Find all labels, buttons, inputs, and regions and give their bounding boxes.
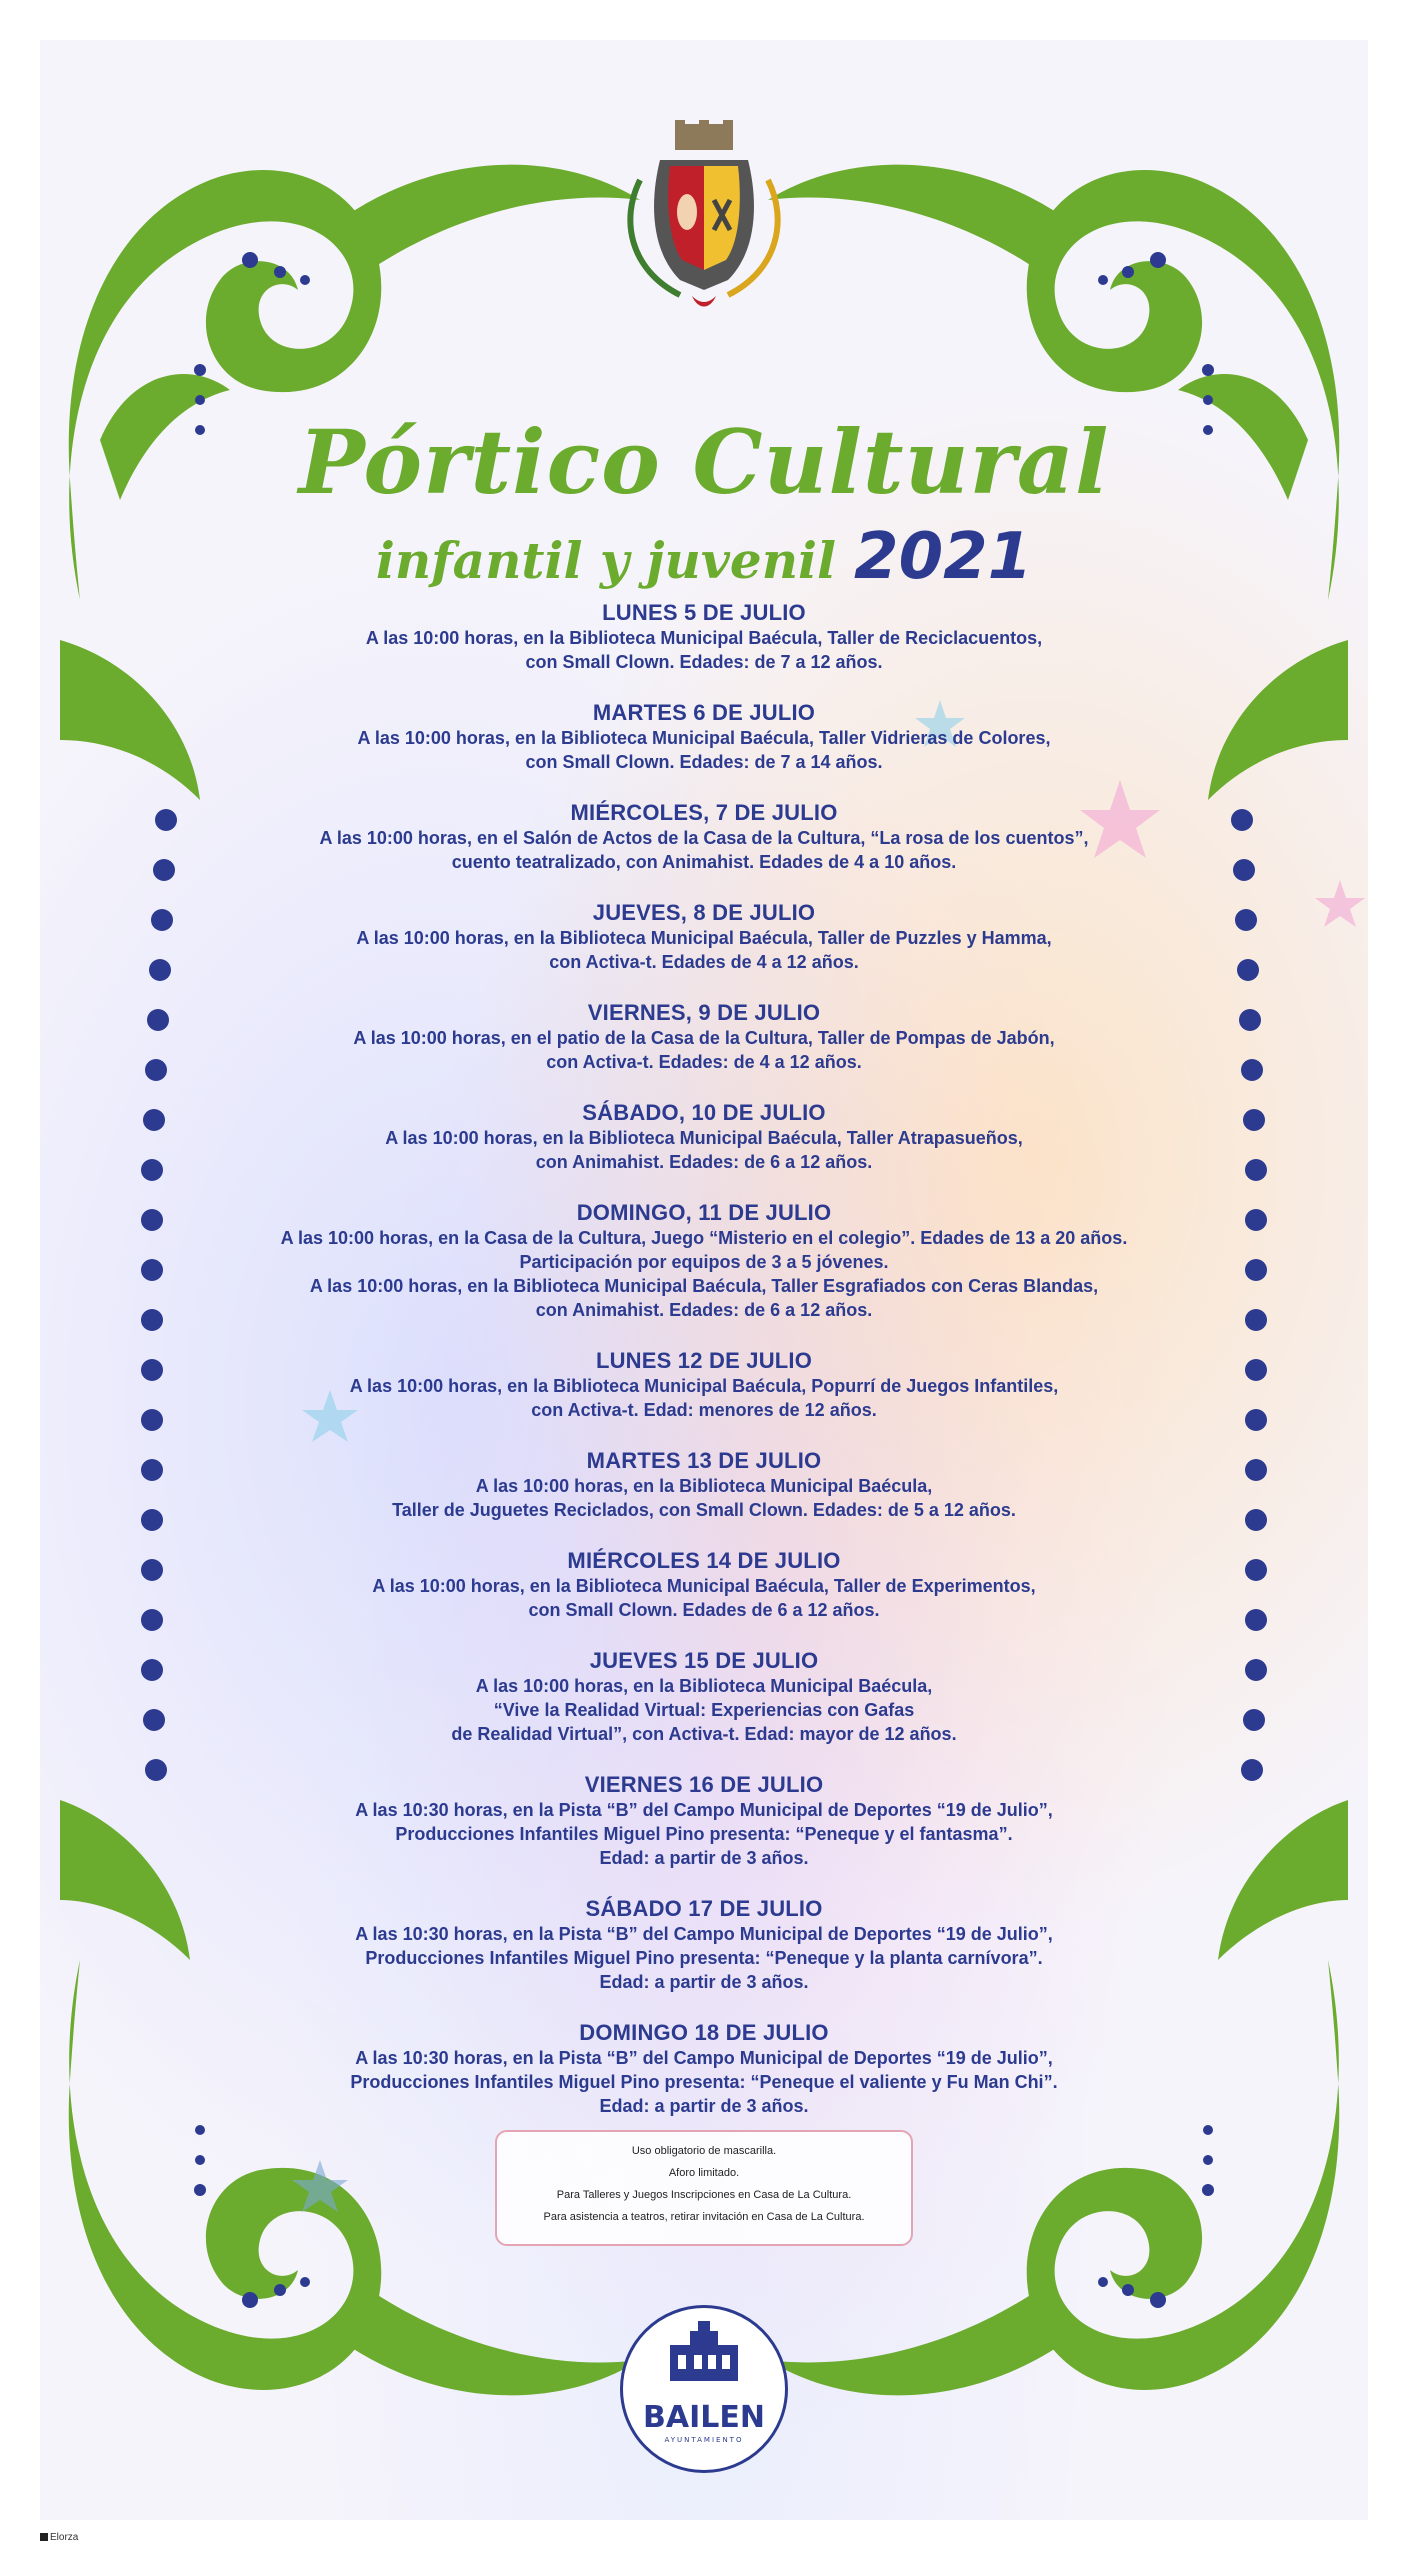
event-day: MARTES 6 DE JULIO bbox=[592, 700, 816, 725]
event-detail: con Activa-t. Edad: menores de 12 años. bbox=[531, 1400, 877, 1420]
event-detail: con Small Clown. Edades: de 7 a 12 años. bbox=[525, 652, 883, 672]
event-day: MIÉRCOLES, 7 DE JULIO bbox=[570, 800, 838, 825]
event-day: MIÉRCOLES 14 DE JULIO bbox=[567, 1548, 841, 1573]
event-detail: con Activa-t. Edades: de 4 a 12 años. bbox=[546, 1052, 862, 1072]
event-day: LUNES 5 DE JULIO bbox=[602, 600, 806, 625]
bailen-logo-icon bbox=[620, 2305, 788, 2473]
poster-title: Pórtico Cultural bbox=[298, 410, 1110, 514]
event-block bbox=[220, 1000, 1188, 1074]
event-block bbox=[220, 1448, 1188, 1522]
poster-year: 2021 bbox=[854, 520, 1033, 594]
event-detail: con Activa-t. Edades de 4 a 12 años. bbox=[549, 952, 859, 972]
event-day: DOMINGO 18 DE JULIO bbox=[579, 2020, 829, 2045]
poster bbox=[40, 40, 1368, 2520]
event-schedule bbox=[220, 600, 1188, 2144]
credit-mark-icon bbox=[40, 2533, 48, 2541]
event-detail: con Small Clown. Edades de 6 a 12 años. bbox=[528, 1600, 880, 1620]
event-detail: A las 10:00 horas, en la Biblioteca Municipal Baécula, bbox=[475, 1676, 933, 1696]
event-day: JUEVES 15 DE JULIO bbox=[589, 1648, 819, 1673]
note-line: Para asistencia a teatros, retirar invitación en Casa de La Cultura. bbox=[543, 2211, 865, 2223]
event-block bbox=[220, 1348, 1188, 1422]
event-detail: Edad: a partir de 3 años. bbox=[599, 1848, 809, 1868]
event-day: DOMINGO, 11 DE JULIO bbox=[576, 1200, 832, 1225]
event-detail: A las 10:00 horas, en la Biblioteca Municipal Baécula, Taller de Reciclacuentos, bbox=[365, 628, 1043, 648]
event-detail: de Realidad Virtual”, con Activa-t. Edad: mayor de 12 años. bbox=[451, 1724, 957, 1744]
event-block bbox=[220, 1648, 1188, 1746]
event-block bbox=[220, 1772, 1188, 1870]
event-block bbox=[220, 1896, 1188, 1994]
event-detail: Edad: a partir de 3 años. bbox=[599, 1972, 809, 1992]
star-icon bbox=[1315, 880, 1365, 927]
logo-name: BAILEN bbox=[643, 2400, 765, 2435]
event-block bbox=[220, 800, 1188, 874]
notes-box bbox=[495, 2130, 913, 2246]
event-detail: A las 10:00 horas, en la Casa de la Cultura, Juego “Misterio en el colegio”. Edades de 13 a 20 años. bbox=[280, 1228, 1128, 1248]
event-day: SÁBADO 17 DE JULIO bbox=[585, 1896, 823, 1921]
subtitle-row bbox=[40, 520, 1368, 594]
event-day: MARTES 13 DE JULIO bbox=[586, 1448, 822, 1473]
event-detail: A las 10:00 horas, en el patio de la Casa de la Cultura, Taller de Pompas de Jabón, bbox=[353, 1028, 1055, 1048]
event-detail: “Vive la Realidad Virtual: Experiencias con Gafas bbox=[493, 1700, 915, 1720]
event-block bbox=[220, 1548, 1188, 1622]
event-detail: A las 10:00 horas, en la Biblioteca Municipal Baécula, Taller Atrapasueños, bbox=[385, 1128, 1023, 1148]
event-day: JUEVES, 8 DE JULIO bbox=[592, 900, 816, 925]
poster-subtitle: infantil y juvenil bbox=[375, 531, 837, 590]
event-detail: Producciones Infantiles Miguel Pino presenta: “Peneque y el fantasma”. bbox=[395, 1824, 1013, 1844]
event-detail: A las 10:30 horas, en la Pista “B” del Campo Municipal de Deportes “19 de Julio”, bbox=[355, 1924, 1053, 1944]
event-detail: Producciones Infantiles Miguel Pino presenta: “Peneque y la planta carnívora”. bbox=[365, 1948, 1043, 1968]
event-detail: A las 10:00 horas, en la Biblioteca Municipal Baécula, Taller Esgrafiados con Ceras Blandas, bbox=[309, 1276, 1099, 1296]
event-detail: Edad: a partir de 3 años. bbox=[599, 2096, 809, 2116]
event-detail: con Small Clown. Edades: de 7 a 14 años. bbox=[525, 752, 883, 772]
coat-of-arms-icon bbox=[620, 120, 788, 310]
note-line: Uso obligatorio de mascarilla. bbox=[631, 2145, 777, 2157]
event-detail: Taller de Juguetes Reciclados, con Small Clown. Edades: de 5 a 12 años. bbox=[392, 1500, 1016, 1520]
event-detail: con Animahist. Edades: de 6 a 12 años. bbox=[535, 1300, 873, 1320]
note-line: Para Talleres y Juegos Inscripciones en Casa de La Cultura. bbox=[556, 2189, 852, 2201]
event-detail: A las 10:00 horas, en la Biblioteca Municipal Baécula, Popurrí de Juegos Infantiles, bbox=[349, 1376, 1059, 1396]
event-day: LUNES 12 DE JULIO bbox=[595, 1348, 813, 1373]
event-detail: con Animahist. Edades: de 6 a 12 años. bbox=[535, 1152, 873, 1172]
logo-subtitle: AYUNTAMIENTO bbox=[664, 2436, 744, 2444]
event-detail: A las 10:30 horas, en la Pista “B” del Campo Municipal de Deportes “19 de Julio”, bbox=[355, 2048, 1053, 2068]
note-line: Aforo limitado. bbox=[668, 2167, 740, 2179]
event-detail: Producciones Infantiles Miguel Pino presenta: “Peneque el valiente y Fu Man Chi”. bbox=[350, 2072, 1058, 2092]
printer-credit bbox=[40, 2532, 78, 2543]
town-hall-icon bbox=[620, 2305, 788, 2395]
event-detail: A las 10:00 horas, en el Salón de Actos de la Casa de la Cultura, “La rosa de los cuentos”, bbox=[319, 828, 1089, 848]
event-detail: A las 10:00 horas, en la Biblioteca Municipal Baécula, Taller Vidrieras de Colores, bbox=[357, 728, 1051, 748]
event-block bbox=[220, 2020, 1188, 2118]
event-detail: A las 10:00 horas, en la Biblioteca Municipal Baécula, bbox=[475, 1476, 933, 1496]
event-block bbox=[220, 700, 1188, 774]
event-detail: Participación por equipos de 3 a 5 jóvenes. bbox=[519, 1252, 889, 1272]
event-day: SÁBADO, 10 DE JULIO bbox=[582, 1100, 826, 1125]
event-block bbox=[220, 1100, 1188, 1174]
event-day: VIERNES, 9 DE JULIO bbox=[587, 1000, 821, 1025]
event-detail: cuento teatralizado, con Animahist. Edades de 4 a 10 años. bbox=[451, 852, 957, 872]
event-detail: A las 10:00 horas, en la Biblioteca Municipal Baécula, Taller de Experimentos, bbox=[372, 1576, 1036, 1596]
event-day: VIERNES 16 DE JULIO bbox=[584, 1772, 824, 1797]
event-block bbox=[220, 600, 1188, 674]
credit-text: Elorza bbox=[50, 2532, 79, 2543]
event-block bbox=[220, 1200, 1188, 1322]
event-detail: A las 10:00 horas, en la Biblioteca Municipal Baécula, Taller de Puzzles y Hamma, bbox=[356, 928, 1052, 948]
event-detail: A las 10:30 horas, en la Pista “B” del Campo Municipal de Deportes “19 de Julio”, bbox=[355, 1800, 1053, 1820]
event-block bbox=[220, 900, 1188, 974]
